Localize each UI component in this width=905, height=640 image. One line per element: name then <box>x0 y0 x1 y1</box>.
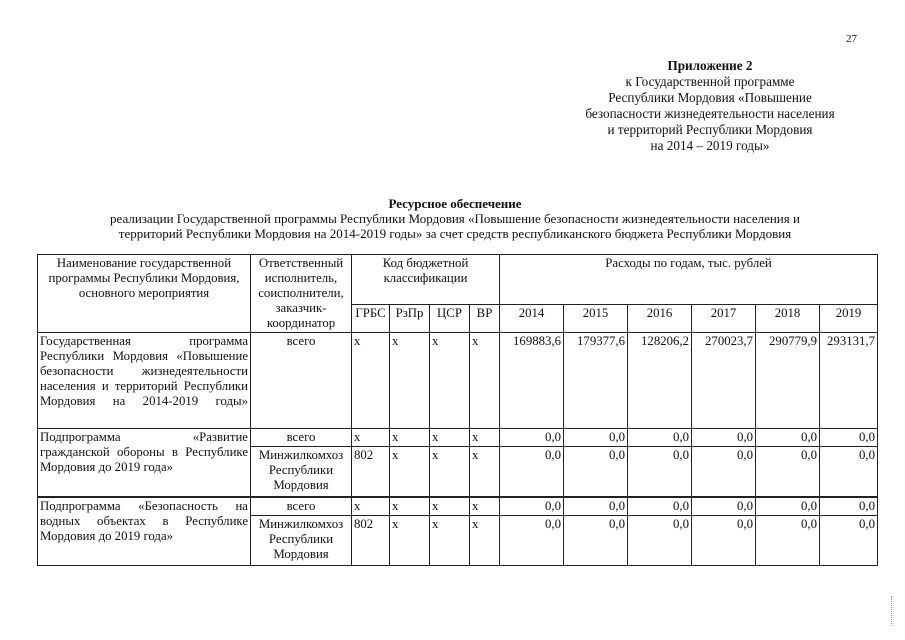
code-cell: х <box>430 333 470 429</box>
code-cell: х <box>430 429 470 447</box>
value-cell: 0,0 <box>628 447 692 497</box>
value-cell: 0,0 <box>692 515 756 565</box>
header-code: ГРБС <box>352 305 390 333</box>
appendix-line: к Государственной программе <box>625 74 795 89</box>
resource-table <box>37 254 878 566</box>
page-number: 27 <box>846 33 857 45</box>
code-cell: х <box>470 515 500 565</box>
appendix-block <box>560 58 860 154</box>
value-cell: 128206,2 <box>628 333 692 429</box>
value-cell: 0,0 <box>564 497 628 516</box>
value-cell: 0,0 <box>564 515 628 565</box>
value-cell: 0,0 <box>692 497 756 516</box>
code-cell: х <box>470 333 500 429</box>
value-cell: 0,0 <box>756 497 820 516</box>
code-cell: х <box>390 429 430 447</box>
header-budget-code: Код бюджетной классификации <box>352 255 500 305</box>
code-cell: х <box>470 497 500 516</box>
header-year: 2019 <box>820 305 878 333</box>
value-cell: 0,0 <box>500 497 564 516</box>
total-label: всего <box>251 429 352 447</box>
value-cell: 0,0 <box>500 515 564 565</box>
code-cell: х <box>470 447 500 497</box>
header-year: 2017 <box>692 305 756 333</box>
code-cell: х <box>390 515 430 565</box>
heading-line: реализации Государственной программы Республики Мордовия «Повышение безопасности жизнедеятельности населения и <box>110 211 800 226</box>
header-year: 2015 <box>564 305 628 333</box>
appendix-line: и территорий Республики Мордовия <box>607 122 813 137</box>
appendix-line: на 2014 – 2019 годы» <box>650 138 770 153</box>
header-code: ВР <box>470 305 500 333</box>
heading-title: Ресурсное обеспечение <box>388 196 522 211</box>
value-cell: 0,0 <box>628 515 692 565</box>
value-cell: 0,0 <box>820 515 878 565</box>
value-cell: 0,0 <box>692 447 756 497</box>
value-cell: 0,0 <box>692 429 756 447</box>
header-row <box>38 255 878 305</box>
code-cell: х <box>352 429 390 447</box>
executor-name: Минжилкомхоз Республики Мордовия <box>251 515 352 565</box>
appendix-line: Республики Мордовия «Повышение <box>608 90 812 105</box>
code-cell: 802 <box>352 515 390 565</box>
value-cell: 169883,6 <box>500 333 564 429</box>
subprogram-name: Подпрограмма «Безопасность на водных объектах в Республике Мордовия до 2019 года» <box>38 497 251 566</box>
value-cell: 0,0 <box>628 429 692 447</box>
value-cell: 0,0 <box>564 429 628 447</box>
code-cell: 802 <box>352 447 390 497</box>
code-cell: х <box>352 333 390 429</box>
code-cell: х <box>390 497 430 516</box>
code-cell: х <box>430 515 470 565</box>
header-name: Наименование государственной программы Республики Мордовия, основного мероприятия <box>38 255 251 333</box>
table-row <box>38 429 878 447</box>
program-name: Государственная программа Республики Мордовия «Повышение безопасности жизнедеятельности населения и территорий Республики Мордовия на 2014-2019 годы» <box>38 333 251 429</box>
value-cell: 0,0 <box>628 497 692 516</box>
value-cell: 0,0 <box>820 447 878 497</box>
appendix-line: безопасности жизнедеятельности населения <box>585 106 835 121</box>
header-code: ЦСР <box>430 305 470 333</box>
value-cell: 0,0 <box>820 497 878 516</box>
code-cell: х <box>430 447 470 497</box>
value-cell: 0,0 <box>820 429 878 447</box>
value-cell: 0,0 <box>564 447 628 497</box>
table-row <box>38 333 878 429</box>
value-cell: 0,0 <box>756 429 820 447</box>
code-cell: х <box>390 447 430 497</box>
header-code: РзПр <box>390 305 430 333</box>
value-cell: 0,0 <box>756 447 820 497</box>
total-label: всего <box>251 497 352 516</box>
table-row <box>38 497 878 516</box>
appendix-title: Приложение 2 <box>667 58 753 73</box>
value-cell: 270023,7 <box>692 333 756 429</box>
value-cell: 0,0 <box>500 447 564 497</box>
value-cell: 179377,6 <box>564 333 628 429</box>
code-cell: х <box>430 497 470 516</box>
header-executor: Ответственный исполнитель, соисполнители, заказчик-координатор <box>251 255 352 333</box>
value-cell: 0,0 <box>500 429 564 447</box>
code-cell: х <box>352 497 390 516</box>
heading-line: территорий Республики Мордовия на 2014-2019 годы» за счет средств республиканского бюджета Республики Мордовия <box>118 226 792 241</box>
subprogram-name: Подпрограмма «Развитие гражданской обороны в Республике Мордовия до 2019 года» <box>38 429 251 497</box>
document-heading <box>60 196 850 241</box>
header-year: 2016 <box>628 305 692 333</box>
code-cell: х <box>470 429 500 447</box>
total-label: всего <box>251 333 352 429</box>
header-year: 2014 <box>500 305 564 333</box>
scan-margin-mark <box>891 596 896 626</box>
code-cell: х <box>390 333 430 429</box>
value-cell: 293131,7 <box>820 333 878 429</box>
value-cell: 0,0 <box>756 515 820 565</box>
header-year: 2018 <box>756 305 820 333</box>
header-expenses: Расходы по годам, тыс. рублей <box>500 255 878 305</box>
value-cell: 290779,9 <box>756 333 820 429</box>
executor-name: Минжилкомхоз Республики Мордовия <box>251 447 352 497</box>
